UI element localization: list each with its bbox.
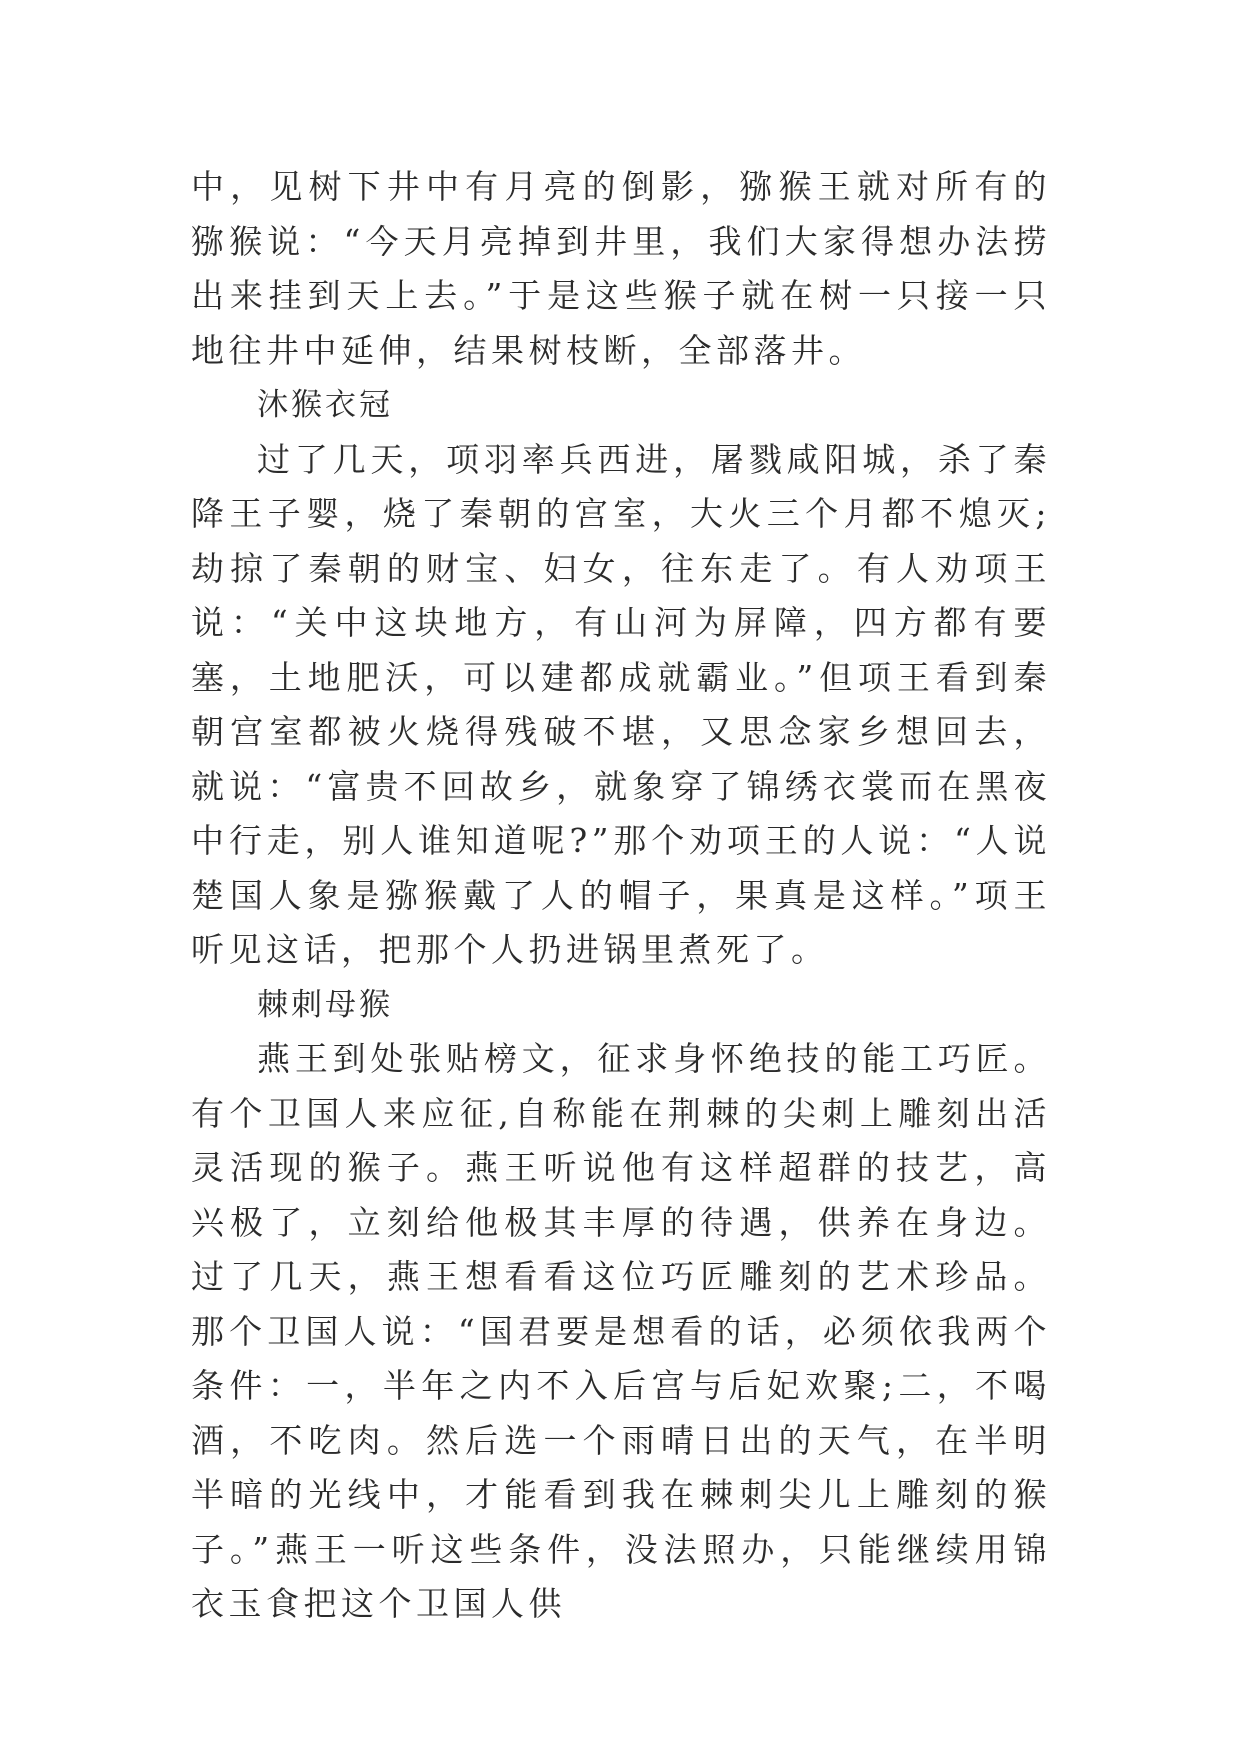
document-body: [191, 160, 1051, 1632]
section-heading: 沐猴衣冠: [257, 387, 393, 423]
section-heading: 棘刺母猴: [257, 986, 393, 1023]
paragraph: 过了几天，项羽率兵西进，屠戮咸阳城，杀了秦降王子婴，烧了秦朝的宫室，大火三个月都不熄灭;劫掠了秦朝的财宝、妇女，往东走了。有人劝项王说：“关中这块地方，有山河为屏障，四方都有要塞，土地肥沃，可以建都成就霸业。”但项王看到秦朝宫室都被火烧得残破不堪，又思念家乡想回去，就说：“富贵不回故乡，就象穿了锦绣衣裳而在黑夜中行走，别人谁知道呢?”那个劝项王的人说：“人说楚国人象是猕猴戴了人的帽子，果真是这样。”项王听见这话，把那个人扔进锅里煮死了。: [191, 439, 1051, 969]
paragraph-continued: 中，见树下井中有月亮的倒影，猕猴王就对所有的猕猴说：“今天月亮掉到井里，我们大家得想办法捞出来挂到天上去。”于是这些猴子就在树一只接一只地往井中延伸，结果树枝断，全部落井。: [191, 167, 1051, 370]
paragraph: 燕王到处张贴榜文，征求身怀绝技的能工巧匠。有个卫国人来应征,自称能在荆棘的尖刺上雕刻出活灵活现的猴子。燕王听说他有这样超群的技艺，高兴极了，立刻给他极其丰厚的待遇，供养在身边。过了几天，燕王想看看这位巧匠雕刻的艺术珍品。那个卫国人说：“国君要是想看的话，必须依我两个条件：一，半年之内不入后宫与后妃欢聚;二，不喝酒，不吃肉。然后选一个雨晴日出的天气，在半明半暗的光线中，才能看到我在棘刺尖儿上雕刻的猴子。”燕王一听这些条件，没法照办，只能继续用锦衣玉食把这个卫国人供: [191, 1039, 1051, 1623]
